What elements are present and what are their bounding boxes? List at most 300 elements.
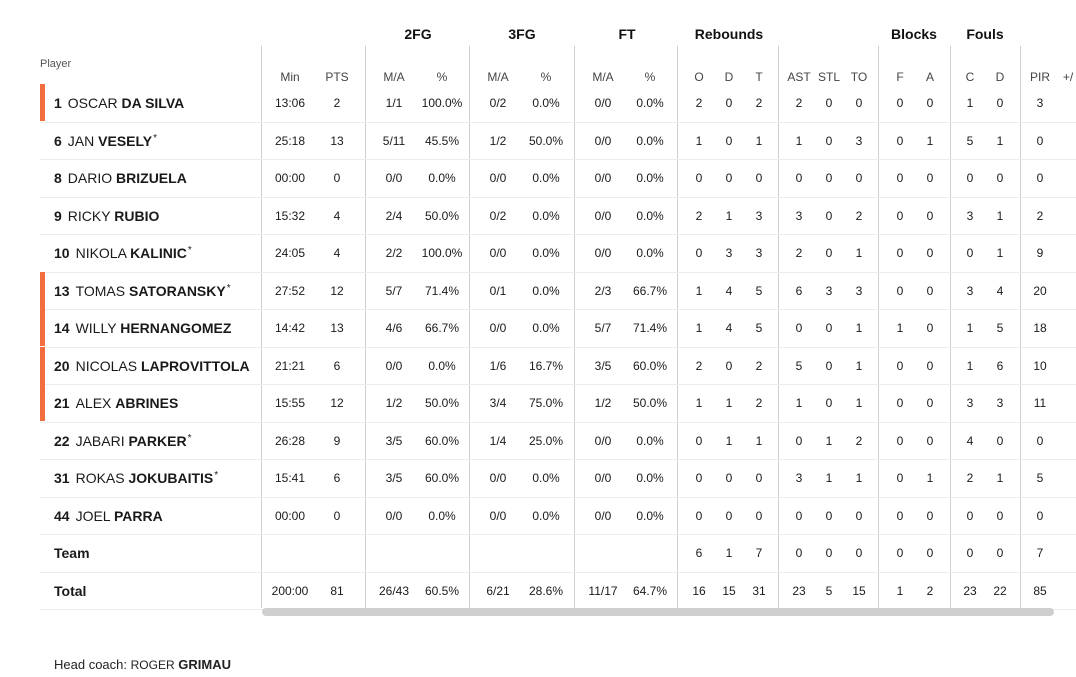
cell-pir: 85 — [1033, 583, 1047, 598]
player-first-name: JOEL — [75, 507, 111, 524]
cell-blk-a: 0 — [926, 208, 934, 223]
cell-ast: 2 — [795, 246, 803, 260]
cell-foul-c: 0 — [966, 546, 974, 560]
cell-reb-d: 0 — [725, 96, 733, 110]
cell-ft-pct: 0.0% — [636, 171, 664, 185]
cell-reb-d: 3 — [725, 246, 733, 260]
player-number: 14 — [54, 320, 70, 336]
cell-3fg-ma: 0/2 — [489, 208, 507, 223]
cell-foul-c: 1 — [966, 321, 974, 335]
table-row — [40, 272, 1076, 311]
cell-foul-d: 0 — [996, 171, 1004, 185]
player-name-link[interactable] — [54, 433, 191, 449]
cell-blk-f: 0 — [896, 171, 904, 185]
header-foul-d[interactable]: D — [995, 70, 1005, 84]
cell-reb-o: 0 — [695, 471, 703, 485]
cell-pts: 4 — [333, 208, 341, 223]
cell-foul-c: 3 — [966, 396, 974, 410]
cell-pts: 0 — [333, 508, 341, 523]
cell-blk-a: 0 — [926, 246, 934, 260]
header-ast[interactable]: AST — [787, 70, 811, 84]
cell-foul-d: 5 — [996, 321, 1004, 335]
group-2fg: 2FG — [404, 26, 432, 42]
header-blk-f[interactable]: F — [896, 70, 904, 84]
cell-stl: 3 — [825, 283, 833, 298]
cell-2fg-ma: 0/0 — [385, 508, 403, 523]
cell-ft-ma: 0/0 — [594, 133, 612, 148]
cell-2fg-pct: 50.0% — [424, 208, 460, 223]
header-2fg-ma[interactable]: M/A — [383, 70, 405, 84]
player-last-name: JOKUBAITIS — [128, 470, 214, 486]
cell-reb-o: 2 — [695, 358, 703, 373]
cell-ft-ma: 2/3 — [594, 283, 612, 298]
cell-reb-d: 1 — [725, 396, 733, 410]
cell-reb-t: 5 — [755, 283, 763, 298]
cell-foul-c: 0 — [966, 508, 974, 523]
cell-2fg-pct: 60.0% — [424, 471, 460, 485]
cell-min: 15:32 — [274, 208, 306, 223]
cell-pts: 6 — [333, 471, 341, 485]
cell-3fg-pct: 0.0% — [532, 208, 560, 223]
table-row — [40, 422, 1076, 461]
team-row-label: Team — [54, 545, 90, 561]
starter-marker — [40, 347, 45, 384]
starter-marker — [40, 384, 45, 421]
cell-min: 200:00 — [271, 583, 309, 598]
cell-3fg-pct: 0.0% — [532, 246, 560, 260]
cell-reb-t: 3 — [755, 208, 763, 223]
cell-reb-d: 0 — [725, 508, 733, 523]
cell-ft-pct: 50.0% — [632, 396, 668, 410]
cell-reb-d: 0 — [725, 133, 733, 148]
cell-3fg-ma: 6/21 — [486, 583, 510, 598]
cell-ft-pct: 60.0% — [632, 358, 668, 373]
cell-reb-d: 1 — [725, 433, 733, 448]
player-first-name: NICOLAS — [75, 357, 138, 374]
table-row — [40, 459, 1076, 498]
cell-stl: 0 — [825, 96, 833, 110]
cell-2fg-pct: 0.0% — [428, 358, 456, 373]
cell-reb-d: 0 — [725, 471, 733, 485]
cell-2fg-ma: 1/1 — [385, 96, 403, 110]
column-group-header — [0, 0, 1076, 48]
cell-pir: 0 — [1036, 433, 1044, 448]
cell-blk-a: 0 — [926, 321, 934, 335]
player-last-name: VESELY — [98, 132, 153, 149]
header-stl[interactable]: STL — [817, 70, 841, 84]
cell-3fg-pct: 0.0% — [532, 171, 560, 185]
cell-pts: 12 — [330, 396, 344, 410]
player-first-name: WILLY — [75, 320, 117, 336]
table-row — [40, 122, 1076, 161]
cell-2fg-ma: 5/7 — [385, 283, 403, 298]
cell-pts: 6 — [333, 358, 341, 373]
cell-2fg-ma: 26/43 — [378, 583, 410, 598]
cell-2fg-pct: 60.0% — [424, 433, 460, 448]
cell-reb-o: 1 — [695, 133, 703, 148]
table-row — [40, 197, 1076, 236]
cell-foul-d: 0 — [996, 546, 1004, 560]
cell-ast: 1 — [795, 396, 803, 410]
cell-foul-d: 0 — [996, 433, 1004, 448]
cell-blk-f: 0 — [896, 508, 904, 523]
cell-3fg-pct: 50.0% — [528, 133, 564, 148]
cell-pir: 9 — [1036, 246, 1044, 260]
cell-ft-ma: 0/0 — [594, 208, 612, 223]
cell-3fg-ma: 0/0 — [489, 321, 507, 335]
cell-ft-pct: 0.0% — [636, 133, 664, 148]
cell-stl: 0 — [825, 246, 833, 260]
cell-stl: 5 — [825, 583, 833, 598]
cell-reb-d: 4 — [725, 321, 733, 335]
starter-marker — [40, 309, 45, 346]
player-number: 20 — [54, 357, 70, 374]
cell-ast: 0 — [795, 171, 803, 185]
cell-3fg-ma: 0/1 — [489, 283, 507, 298]
cell-to: 0 — [855, 546, 863, 560]
cell-reb-o: 0 — [695, 433, 703, 448]
table-row — [40, 234, 1076, 273]
cell-foul-d: 3 — [996, 396, 1004, 410]
cell-min: 24:05 — [274, 246, 306, 260]
player-number: 9 — [54, 207, 62, 224]
cell-reb-o: 1 — [695, 396, 703, 410]
cell-min: 21:21 — [274, 358, 306, 373]
player-name-link[interactable] — [54, 170, 188, 186]
cell-min: 15:41 — [274, 471, 306, 485]
cell-reb-t: 0 — [755, 471, 763, 485]
cell-2fg-ma: 5/11 — [382, 133, 406, 148]
player-number: 10 — [54, 245, 70, 261]
cell-foul-d: 0 — [996, 508, 1004, 523]
cell-blk-f: 0 — [896, 133, 904, 148]
cell-foul-d: 1 — [996, 133, 1004, 148]
cell-stl: 1 — [825, 433, 833, 448]
player-name-link[interactable] — [54, 283, 231, 299]
cell-ast: 5 — [795, 358, 803, 373]
cell-to: 1 — [855, 396, 863, 410]
header-ft-ma[interactable]: M/A — [592, 70, 614, 84]
cell-blk-f: 0 — [896, 246, 904, 260]
cell-pir: 7 — [1036, 546, 1044, 560]
cell-3fg-pct: 75.0% — [528, 396, 564, 410]
cell-blk-f: 0 — [896, 358, 904, 373]
cell-reb-o: 1 — [695, 321, 703, 335]
head-coach — [54, 657, 231, 672]
table-row — [40, 347, 1076, 386]
cell-pts: 4 — [333, 246, 341, 260]
cell-blk-f: 0 — [896, 283, 904, 298]
cell-to: 0 — [855, 171, 863, 185]
starter-marker — [40, 84, 45, 121]
cell-blk-a: 0 — [926, 171, 934, 185]
cell-2fg-ma: 1/2 — [385, 396, 403, 410]
cell-2fg-pct: 66.7% — [424, 321, 460, 335]
cell-stl: 0 — [825, 171, 833, 185]
header-min[interactable]: Min — [280, 70, 300, 84]
header-blk-a[interactable]: A — [925, 70, 935, 84]
cell-3fg-ma: 0/0 — [489, 508, 507, 523]
cell-foul-c: 4 — [966, 433, 974, 448]
cell-2fg-pct: 0.0% — [428, 508, 456, 523]
cell-pts: 13 — [330, 321, 344, 335]
player-first-name: JAN — [67, 132, 95, 149]
cell-reb-t: 5 — [755, 321, 763, 335]
cell-foul-c: 3 — [966, 208, 974, 223]
cell-reb-t: 1 — [755, 433, 763, 448]
cell-ft-ma: 1/2 — [594, 396, 612, 410]
group-rebounds: Rebounds — [694, 26, 764, 42]
cell-2fg-ma: 0/0 — [385, 358, 403, 373]
header-foul-c[interactable]: C — [965, 70, 975, 84]
cell-ast: 0 — [795, 433, 803, 448]
header-pir[interactable]: PIR — [1029, 70, 1051, 84]
cell-reb-t: 7 — [755, 546, 763, 560]
cell-foul-c: 1 — [966, 358, 974, 373]
player-name-link[interactable] — [54, 470, 218, 486]
cell-ft-pct: 0.0% — [636, 433, 664, 448]
cell-stl: 0 — [825, 133, 833, 148]
cell-pir: 20 — [1033, 283, 1047, 298]
player-last-name: PARRA — [113, 507, 163, 524]
cell-stl: 1 — [825, 471, 833, 485]
cell-to: 1 — [855, 358, 863, 373]
cell-min: 00:00 — [274, 508, 306, 523]
cell-3fg-ma: 0/0 — [489, 171, 507, 185]
group-blocks: Blocks — [891, 26, 937, 42]
cell-blk-a: 0 — [926, 283, 934, 298]
cell-2fg-ma: 3/5 — [385, 433, 403, 448]
header-reb-o[interactable]: O — [694, 70, 704, 84]
cell-reb-t: 1 — [755, 133, 763, 148]
cell-ft-ma: 5/7 — [594, 321, 612, 335]
cell-blk-f: 0 — [896, 471, 904, 485]
header-reb-t[interactable]: T — [755, 70, 763, 84]
cell-pts: 81 — [330, 583, 344, 598]
cell-blk-a: 0 — [926, 396, 934, 410]
cell-reb-o: 6 — [695, 546, 703, 560]
cell-stl: 0 — [825, 546, 833, 560]
cell-ft-pct: 0.0% — [636, 246, 664, 260]
header-pts[interactable]: PTS — [325, 70, 349, 84]
cell-2fg-ma: 2/2 — [385, 246, 403, 260]
player-star-marker: * — [153, 132, 158, 144]
cell-ft-pct: 66.7% — [632, 283, 668, 298]
player-name-link[interactable] — [54, 508, 164, 524]
cell-foul-d: 0 — [996, 96, 1004, 110]
cell-ft-pct: 0.0% — [636, 208, 664, 223]
cell-ast: 1 — [795, 133, 803, 148]
cell-foul-c: 23 — [963, 583, 977, 598]
cell-reb-t: 3 — [755, 246, 763, 260]
head-coach-first-name: ROGER — [130, 658, 175, 672]
cell-blk-a: 1 — [926, 471, 934, 485]
cell-2fg-pct: 100.0% — [421, 96, 463, 110]
cell-reb-o: 0 — [695, 171, 703, 185]
group-fouls: Fouls — [966, 26, 1004, 42]
head-coach-label: Head coach: — [54, 657, 127, 672]
player-last-name: LAPROVITTOLA — [140, 357, 250, 374]
player-number: 21 — [54, 395, 70, 411]
cell-pir: 18 — [1033, 321, 1047, 335]
player-name-link[interactable] — [54, 395, 179, 411]
player-last-name: SATORANSKY — [129, 282, 226, 299]
player-last-name: RUBIO — [114, 207, 160, 224]
cell-pts: 2 — [333, 96, 341, 110]
cell-foul-c: 1 — [966, 96, 974, 110]
cell-pir: 5 — [1036, 471, 1044, 485]
cell-blk-f: 0 — [896, 433, 904, 448]
player-number: 1 — [54, 95, 62, 111]
cell-3fg-ma: 0/0 — [489, 246, 507, 260]
header-to[interactable]: TO — [850, 70, 868, 84]
cell-reb-t: 2 — [755, 396, 763, 410]
cell-2fg-ma: 4/6 — [385, 321, 403, 335]
cell-3fg-ma: 1/6 — [489, 358, 507, 373]
player-star-marker: * — [226, 282, 231, 294]
cell-ast: 3 — [795, 208, 803, 223]
cell-ft-pct: 0.0% — [636, 508, 664, 523]
cell-3fg-pct: 0.0% — [532, 96, 560, 110]
player-name-link[interactable] — [54, 245, 192, 261]
player-number: 8 — [54, 170, 62, 186]
cell-3fg-ma: 1/4 — [489, 433, 507, 448]
player-name-link[interactable] — [54, 320, 232, 336]
header-plus-minus[interactable]: +/ — [1062, 70, 1074, 84]
cell-3fg-ma: 0/0 — [489, 471, 507, 485]
player-number: 22 — [54, 432, 70, 449]
cell-ast: 6 — [795, 283, 803, 298]
group-ft: FT — [618, 26, 636, 42]
cell-pir: 3 — [1036, 96, 1044, 110]
table-row — [40, 309, 1076, 348]
cell-blk-a: 0 — [926, 96, 934, 110]
cell-min: 15:55 — [274, 396, 306, 410]
player-first-name: TOMAS — [75, 282, 126, 299]
cell-reb-d: 0 — [725, 358, 733, 373]
cell-min: 13:06 — [274, 96, 306, 110]
cell-stl: 0 — [825, 321, 833, 335]
cell-stl: 0 — [825, 396, 833, 410]
header-ft-pct[interactable]: % — [644, 70, 656, 84]
cell-3fg-pct: 16.7% — [528, 358, 564, 373]
table-row — [40, 384, 1076, 423]
player-number: 44 — [54, 507, 70, 524]
cell-foul-d: 22 — [993, 583, 1007, 598]
player-name-link[interactable] — [54, 358, 251, 374]
player-number: 13 — [54, 282, 70, 299]
player-first-name: NIKOLA — [75, 245, 127, 261]
cell-ft-pct: 71.4% — [632, 321, 668, 335]
cell-3fg-pct: 25.0% — [528, 433, 564, 448]
cell-foul-d: 1 — [996, 246, 1004, 260]
cell-to: 0 — [855, 96, 863, 110]
player-first-name: ROKAS — [75, 470, 125, 486]
player-last-name: BRIZUELA — [116, 170, 187, 186]
cell-ft-ma: 3/5 — [594, 358, 612, 373]
cell-blk-a: 0 — [926, 358, 934, 373]
cell-to: 2 — [855, 433, 863, 448]
cell-ast: 0 — [795, 508, 803, 523]
cell-to: 15 — [852, 583, 866, 598]
cell-pts: 13 — [330, 133, 344, 148]
player-first-name: ALEX — [75, 395, 112, 411]
header-3fg-ma[interactable]: M/A — [487, 70, 509, 84]
cell-ft-ma: 0/0 — [594, 471, 612, 485]
cell-to: 0 — [855, 508, 863, 523]
cell-blk-a: 0 — [926, 433, 934, 448]
player-last-name: HERNANGOMEZ — [120, 320, 232, 336]
cell-reb-d: 0 — [725, 171, 733, 185]
player-name-link[interactable] — [54, 133, 157, 149]
cell-foul-c: 0 — [966, 171, 974, 185]
cell-3fg-pct: 28.6% — [528, 583, 564, 598]
player-number: 6 — [54, 132, 62, 149]
cell-foul-d: 6 — [996, 358, 1004, 373]
player-name-link[interactable] — [54, 95, 185, 111]
cell-reb-o: 16 — [692, 583, 706, 598]
cell-min: 25:18 — [274, 133, 306, 148]
cell-pir: 10 — [1033, 358, 1047, 373]
cell-reb-o: 1 — [695, 283, 703, 298]
cell-ft-pct: 0.0% — [636, 471, 664, 485]
header-2fg-pct[interactable]: % — [436, 70, 448, 84]
cell-3fg-ma: 3/4 — [489, 396, 507, 410]
header-3fg-pct[interactable]: % — [540, 70, 552, 84]
cell-pts: 9 — [333, 433, 341, 448]
cell-foul-c: 2 — [966, 471, 974, 485]
cell-to: 1 — [855, 246, 863, 260]
player-last-name: DA SILVA — [121, 95, 185, 111]
cell-3fg-ma: 1/2 — [489, 133, 507, 148]
player-name-link[interactable] — [54, 208, 160, 224]
cell-2fg-pct: 0.0% — [428, 171, 456, 185]
cell-2fg-ma: 3/5 — [385, 471, 403, 485]
cell-ast: 3 — [795, 471, 803, 485]
cell-reb-t: 0 — [755, 508, 763, 523]
cell-3fg-pct: 0.0% — [532, 508, 560, 523]
cell-blk-a: 0 — [926, 508, 934, 523]
cell-ft-ma: 0/0 — [594, 171, 612, 185]
cell-pts: 0 — [333, 171, 341, 185]
cell-min: 14:42 — [274, 321, 306, 335]
horizontal-scrollbar[interactable] — [262, 608, 1054, 616]
cell-ast: 2 — [795, 96, 803, 110]
player-column-header[interactable]: Player — [40, 58, 72, 70]
cell-min: 26:28 — [274, 433, 306, 448]
cell-min: 00:00 — [274, 171, 306, 185]
cell-2fg-pct: 45.5% — [424, 133, 460, 148]
header-reb-d[interactable]: D — [724, 70, 734, 84]
cell-2fg-pct: 71.4% — [424, 283, 460, 298]
player-star-marker: * — [214, 470, 219, 481]
cell-ft-pct: 0.0% — [636, 96, 664, 110]
cell-2fg-pct: 50.0% — [424, 396, 460, 410]
player-last-name: KALINIC — [130, 245, 187, 261]
cell-reb-o: 0 — [695, 508, 703, 523]
cell-min: 27:52 — [274, 283, 306, 298]
cell-ft-ma: 0/0 — [594, 246, 612, 260]
cell-blk-f: 0 — [896, 96, 904, 110]
cell-blk-a: 1 — [926, 133, 934, 148]
head-coach-last-name[interactable]: GRIMAU — [178, 657, 231, 672]
cell-ft-ma: 0/0 — [594, 96, 612, 110]
cell-ast: 0 — [795, 321, 803, 335]
cell-blk-f: 0 — [896, 396, 904, 410]
table-row — [40, 84, 1076, 123]
player-first-name: OSCAR — [67, 95, 118, 111]
cell-stl: 0 — [825, 358, 833, 373]
